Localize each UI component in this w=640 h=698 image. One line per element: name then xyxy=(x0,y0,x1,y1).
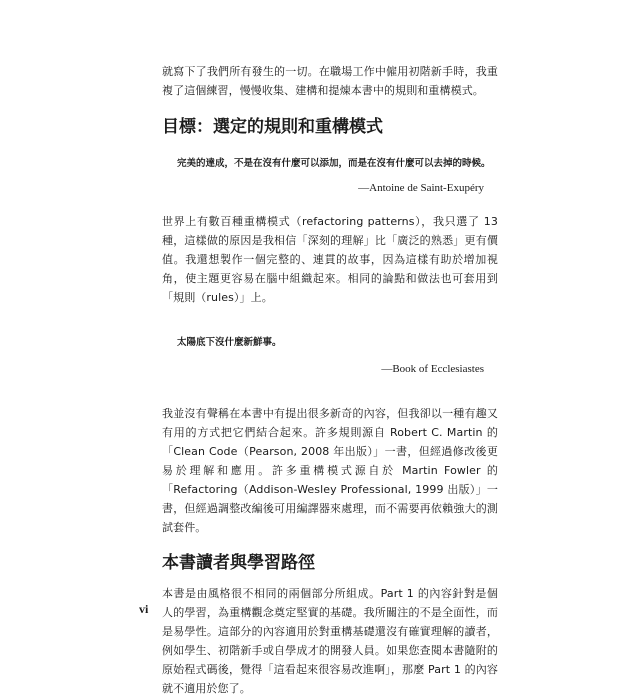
paragraph-readers: 本書是由風格很不相同的兩個部分所組成。Part 1 的內容針對是個人的學習，為重構觀念奠定堅實的基礎。我所關注的不是全面性，而是易學性。這部分的內容適用於對重構基礎還沒有確實理解的讀者，例如學生、初階新手或自學成才的開發人員。如果您查閱本書隨附的原始程式碼後，覺得「這看起來很容易改進啊」，那麼 Part 1 的內容就不適用於您了。 xyxy=(162,587,498,695)
page-number: vi xyxy=(139,602,149,616)
intro-paragraph: 就寫下了我們所有發生的一切。在職場工作中僱用初階新手時，我重複了這個練習，慢慢收集、建構和提煉本書中的規則和重構模式。 xyxy=(162,65,498,97)
epigraph-attribution-1: —Antoine de Saint-Exupéry xyxy=(358,182,484,194)
paragraph-refactoring-patterns: 世界上有數百種重構模式（refactoring patterns），我只選了 13 種，這樣做的原因是我相信「深刻的理解」比「廣泛的熟悉」更有價值。我還想製作一個完整的、連貫的故事，因為這樣有助於增加視角，使主題更容易在腦中組織起來。相同的論點和做法也可套用到「規則（rules）」上。 xyxy=(162,215,498,304)
epigraph-attribution-2: —Book of Ecclesiastes xyxy=(381,363,484,375)
paragraph-sources: 我並沒有聲稱在本書中有提出很多新奇的內容，但我卻以一種有趣又有用的方式把它們結合起來。許多規則源自 Robert C. Martin 的「Clean Code（Pearson, 2008 年出版）」一書，但經過修改後更易於理解和應用。許多重構模式源自於 Martin Fowler 的「Refactoring（Addison-Wesley Professional, 1999 出版）」一書，但經過調整改編後可用編譯器來處理，而不需要再依賴強大的測試套件。 xyxy=(162,407,498,534)
page-content xyxy=(162,62,498,698)
section-heading-goal: 目標：選定的規則和重構模式 xyxy=(162,117,383,137)
epigraph-quote-1: 完美的達成，不是在沒有什麼可以添加，而是在沒有什麼可以去掉的時候。 xyxy=(177,158,491,169)
section-heading-readers: 本書讀者與學習路徑 xyxy=(162,553,315,573)
epigraph-quote-2: 太陽底下沒什麼新鮮事。 xyxy=(177,337,282,348)
